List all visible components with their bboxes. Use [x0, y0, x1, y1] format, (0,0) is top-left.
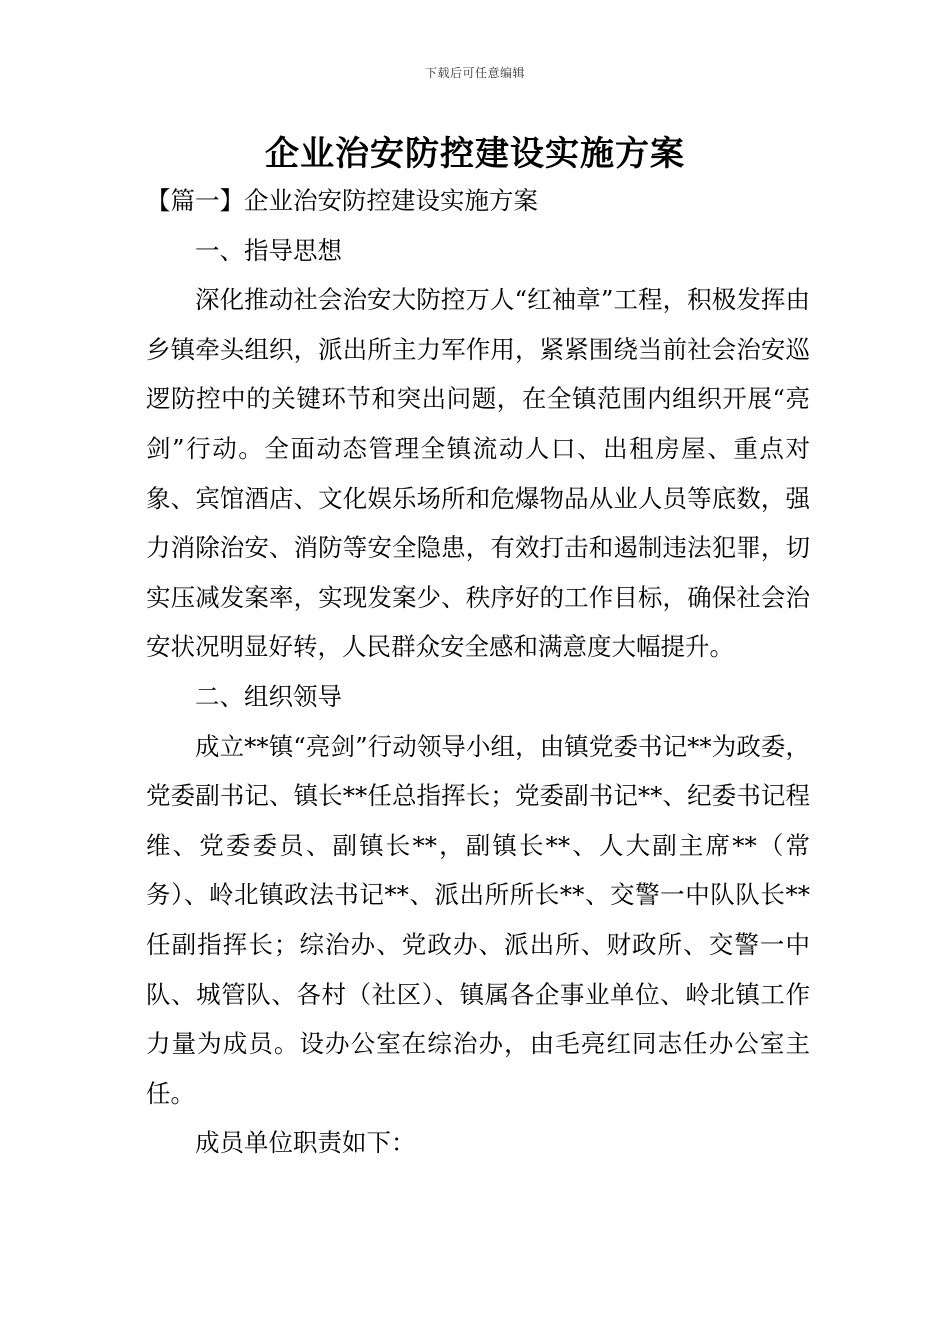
section-heading-organization: 二、组织领导	[195, 681, 342, 711]
document-title: 企业治安防控建设实施方案	[265, 134, 685, 174]
paragraph-organization: 成立**镇“亮剑”行动领导小组，由镇党委书记**为政委，党委副书记、镇长**任总指挥长；党委副书记**、纪委书记程维、党委委员、副镇长**，副镇长**、人大副主席**（常务）、岭北镇政法书记**、派出所所长**、交警一中队队长**任副指挥长；综治办、党政办、派出所、财政所、交警一中队、城管队、各村（社区）、镇属各企事业单位、岭北镇工作力量为成员。设办公室在综治办，由毛亮红同志任办公室主任。	[146, 731, 810, 1108]
section-heading-guiding-ideology: 一、指导思想	[195, 235, 342, 265]
header-note: 下载后可任意编辑	[424, 66, 525, 80]
document-body	[146, 176, 810, 1168]
paragraph-guiding-ideology: 深化推动社会治安大防控万人“红袖章”工程，积极发挥由乡镇牵头组织，派出所主力军作用，紧紧围绕当前社会治安巡逻防控中的关键环节和突出问题，在全镇范围内组织开展“亮剑”行动。全面动态管理全镇流动人口、出租房屋、重点对象、宾馆酒店、文化娱乐场所和危爆物品从业人员等底数，强力消除治安、消防等安全隐患，有效打击和遏制违法犯罪，切实压减发案率，实现发案少、秩序好的工作目标，确保社会治安状况明显好转，人民群众安全感和满意度大幅提升。	[146, 285, 810, 662]
subtitle: 【篇一】企业治安防控建设实施方案	[146, 186, 538, 215]
closing-line: 成员单位职责如下：	[195, 1128, 416, 1158]
